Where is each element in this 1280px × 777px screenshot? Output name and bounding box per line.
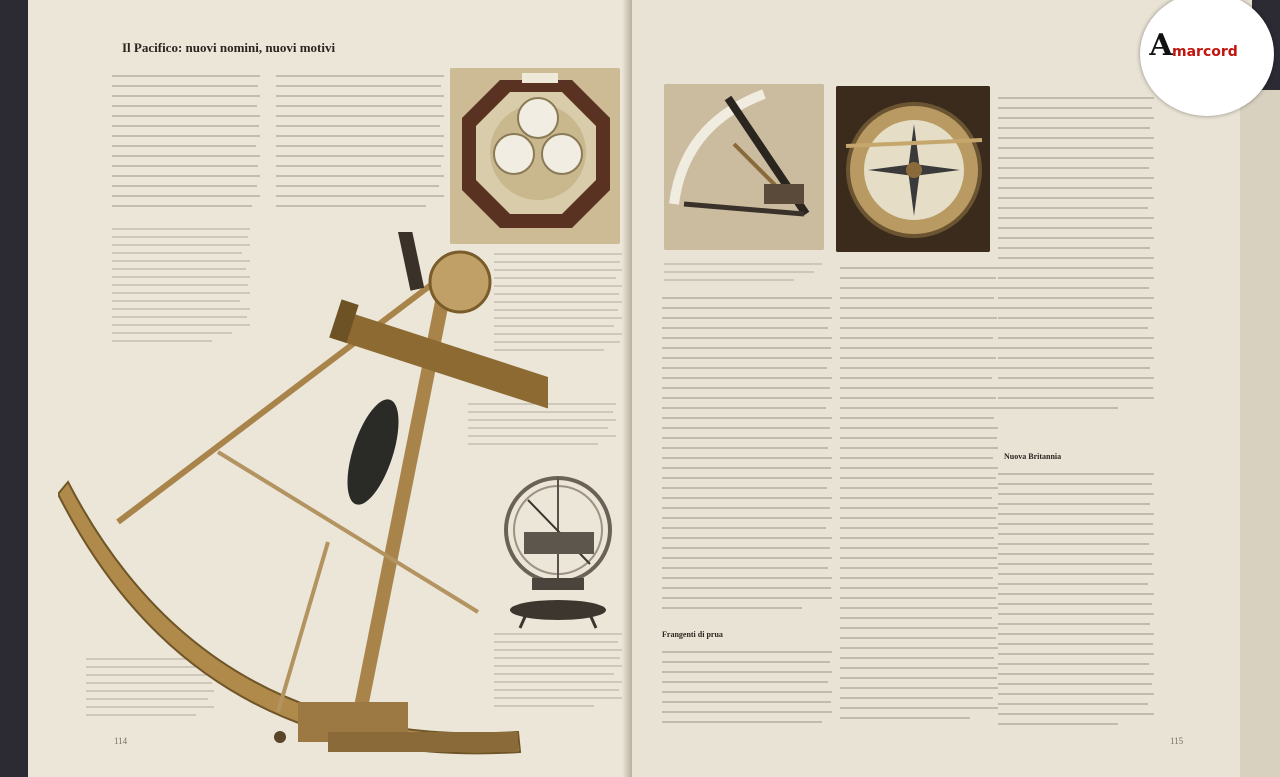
text-lines-graphic xyxy=(998,468,1156,738)
caption-sextant-compass xyxy=(664,260,824,294)
amarcord-logo-mark: A xyxy=(1149,28,1173,63)
compass-illustration xyxy=(836,86,990,252)
left-page xyxy=(28,0,632,777)
text-lines-graphic xyxy=(998,92,1156,422)
small-sextant-photo xyxy=(664,84,824,250)
text-lines-graphic xyxy=(276,70,446,220)
chapter-heading: Il Pacifico: nuovi nomini, nuovi motivi xyxy=(122,40,336,55)
text-lines-graphic xyxy=(840,262,1000,732)
amarcord-logo-text: marcord xyxy=(1172,44,1238,60)
chronometer-illustration xyxy=(450,68,620,244)
text-lines-graphic xyxy=(662,646,834,736)
middle-column-text-block xyxy=(276,70,446,224)
subheading-nuova-britannia: Nuova Britannia xyxy=(1004,452,1062,461)
right-column-1-lower-text xyxy=(662,646,834,740)
subheading-frangenti: Frangenti di prua xyxy=(662,630,723,639)
right-page-number: 115 xyxy=(1170,736,1184,746)
compass-photo xyxy=(836,86,990,252)
chronometer-photo xyxy=(450,68,620,244)
book-page-edge xyxy=(1240,90,1280,777)
right-page xyxy=(632,0,1252,777)
text-lines-graphic xyxy=(112,70,262,220)
left-column-text-block xyxy=(112,70,262,224)
right-column-1-text xyxy=(662,292,834,626)
caption-lines-graphic xyxy=(664,260,824,290)
left-page-number: 114 xyxy=(114,736,128,746)
right-column-3-lower-text xyxy=(998,468,1156,742)
sextant-illustration xyxy=(58,232,548,772)
text-lines-graphic xyxy=(662,292,834,622)
sextant-graphic xyxy=(58,232,548,772)
right-column-3-upper-text xyxy=(998,92,1156,426)
small-sextant-illustration xyxy=(664,84,824,250)
right-column-2-text xyxy=(840,262,1000,736)
